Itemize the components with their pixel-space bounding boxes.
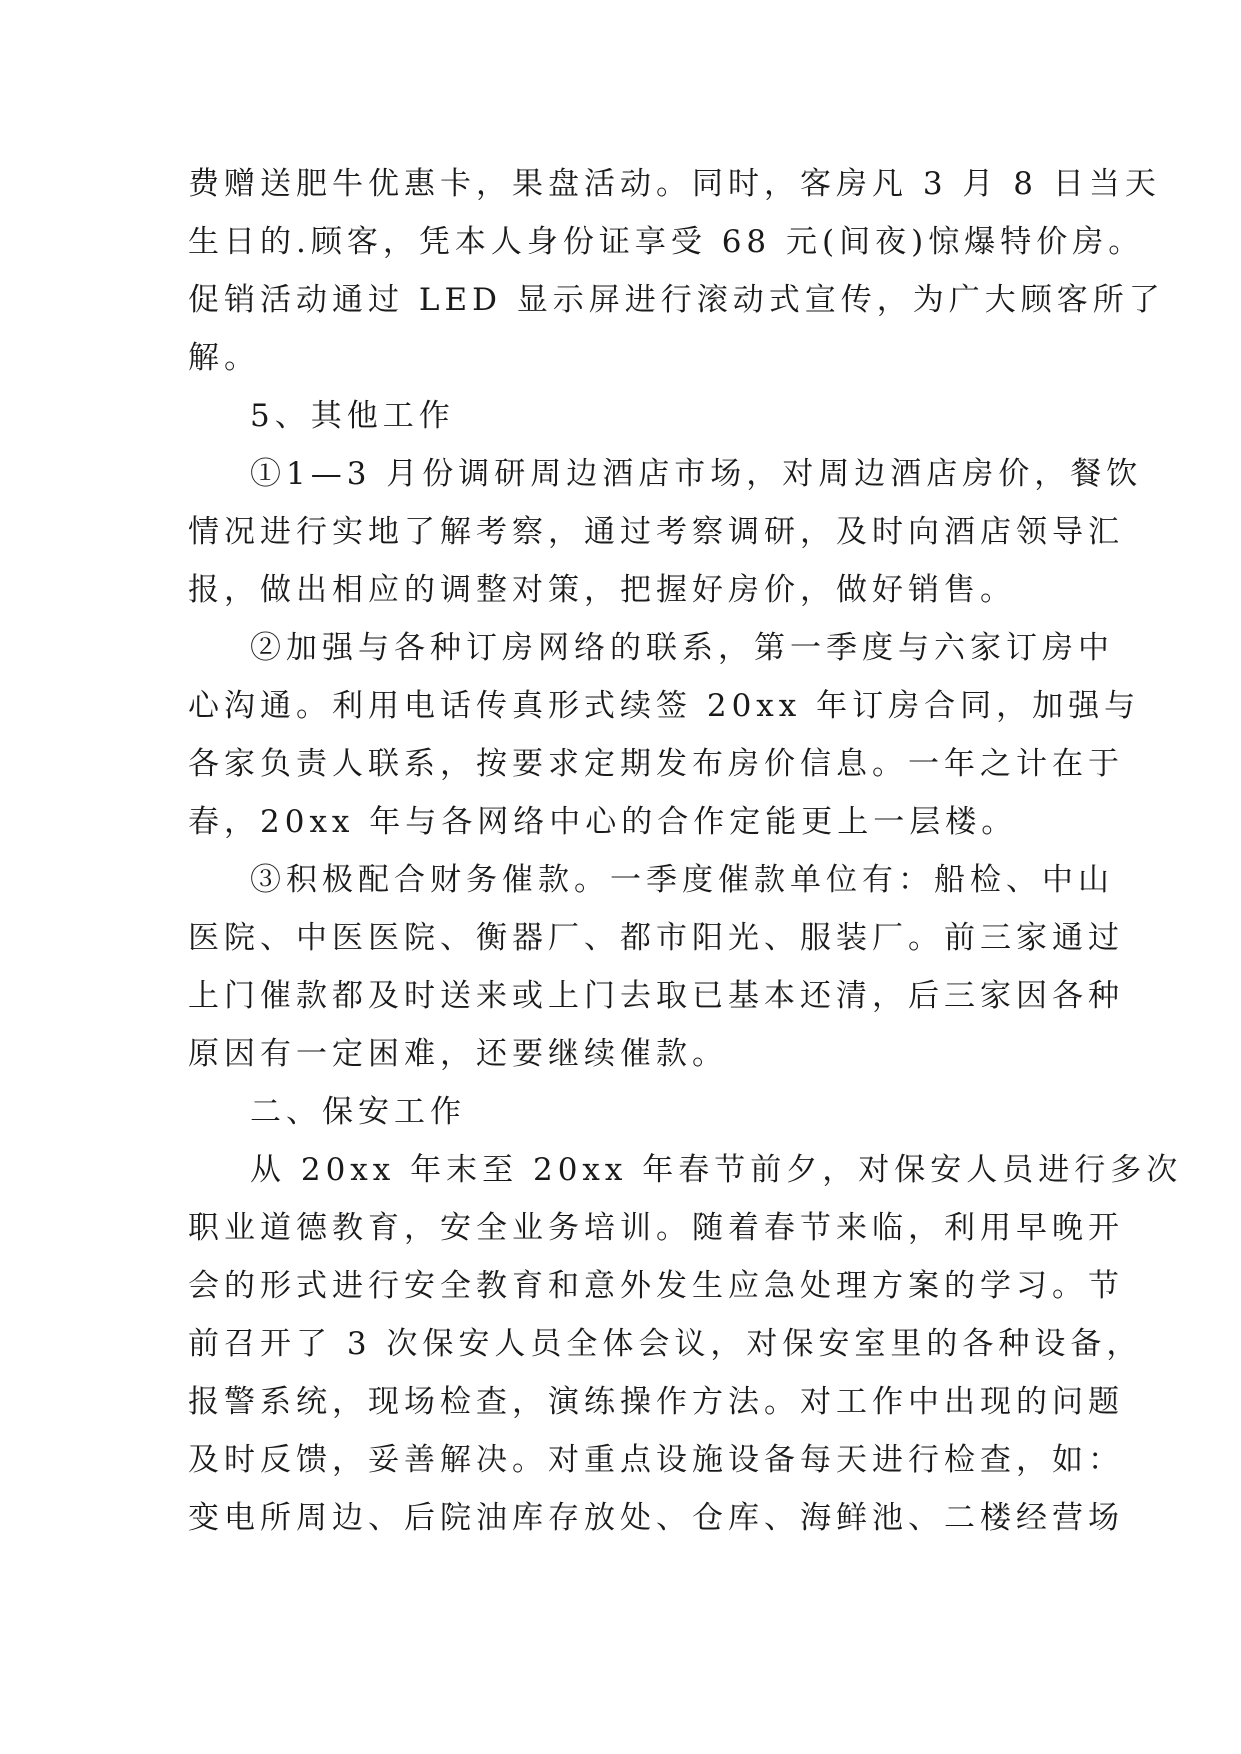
body-line: 心沟通。利用电话传真形式续签 20xx 年订房合同，加强与 bbox=[188, 688, 1141, 724]
body-line: 情况进行实地了解考察，通过考察调研，及时向酒店领导汇 bbox=[188, 514, 1124, 550]
body-line: 春，20xx 年与各网络中心的合作定能更上一层楼。 bbox=[188, 804, 1018, 840]
section-heading: 二、保安工作 bbox=[250, 1094, 466, 1130]
body-line: 解。 bbox=[188, 340, 260, 376]
body-line: 费赠送肥牛优惠卡，果盘活动。同时，客房凡 3 月 8 日当天 bbox=[188, 166, 1161, 202]
body-line: 上门催款都及时送来或上门去取已基本还清，后三家因各种 bbox=[188, 978, 1124, 1014]
body-line: ③积极配合财务催款。一季度催款单位有：船检、中山 bbox=[250, 862, 1114, 898]
body-line: 报，做出相应的调整对策，把握好房价，做好销售。 bbox=[188, 572, 1016, 608]
body-line: 会的形式进行安全教育和意外发生应急处理方案的学习。节 bbox=[188, 1268, 1124, 1304]
body-line: 促销活动通过 LED 显示屏进行滚动式宣传，为广大顾客所了 bbox=[188, 282, 1165, 318]
body-line: 前召开了 3 次保安人员全体会议，对保安室里的各种设备， bbox=[188, 1326, 1143, 1362]
body-line: 医院、中医医院、衡器厂、都市阳光、服装厂。前三家通过 bbox=[188, 920, 1124, 956]
document-body bbox=[188, 155, 1183, 1547]
body-line: 从 20xx 年末至 20xx 年春节前夕，对保安人员进行多次 bbox=[250, 1152, 1183, 1188]
body-line: 及时反馈，妥善解决。对重点设施设备每天进行检查，如： bbox=[188, 1442, 1124, 1478]
body-line: ①1—3 月份调研周边酒店市场，对周边酒店房价，餐饮 bbox=[250, 456, 1143, 492]
section-heading: 5、其他工作 bbox=[250, 398, 455, 434]
body-line: 职业道德教育，安全业务培训。随着春节来临，利用早晚开 bbox=[188, 1210, 1124, 1246]
body-line: 原因有一定困难，还要继续催款。 bbox=[188, 1036, 728, 1072]
body-line: 报警系统，现场检查，演练操作方法。对工作中出现的问题 bbox=[188, 1384, 1124, 1420]
body-line: ②加强与各种订房网络的联系，第一季度与六家订房中 bbox=[250, 630, 1114, 666]
body-line: 变电所周边、后院油库存放处、仓库、海鲜池、二楼经营场 bbox=[188, 1500, 1124, 1536]
body-line: 生日的.顾客，凭本人身份证享受 68 元(间夜)惊爆特价房。 bbox=[188, 224, 1145, 260]
body-line: 各家负责人联系，按要求定期发布房价信息。一年之计在于 bbox=[188, 746, 1124, 782]
